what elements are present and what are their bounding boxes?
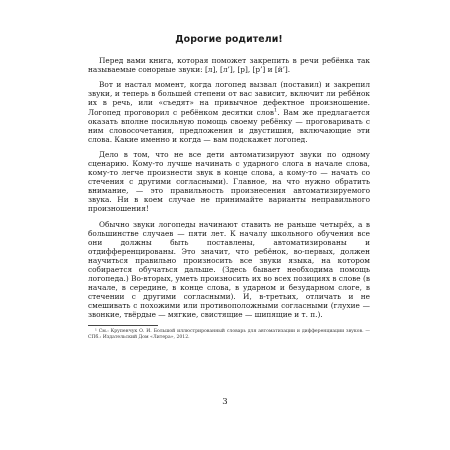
footnote: ¹ См.: Крупенчук О. И. Большой иллюстрированный словарь для автоматизации и дифференциации звуков. — СПб.: Издательский Дом «Литера», 2012. [88,329,370,341]
paragraph-2-text: Вот и настал момент, когда логопед вызвал (поставил) и закрепил звуки, и теперь в большей степени от вас зависит, включит ли ребёнок их в речь, или «съедят» на привычное дефектное произношение. Логопед проговорил с ребёнком десятки слов [88,80,370,117]
paragraph-1: Перед вами книга, которая поможет закрепить в речи ребёнка так называемые сонорные звуки: [л], [л’], [р], [р’] и [й’]. [88,56,370,75]
footnote-divider [88,325,158,326]
paragraph-3: Дело в том, что не все дети автоматизируют звуки по одному сценарию. Кому-то лучше начинать с ударного слога в начале слова, кому-то легче произнести звук в конце слова, а кому-то — начать со стечения с другими согласными). Главное, на что нужно обратить внимание, — это правильность произнесения автоматизируемого звука. Ни в коем случае не принимайте варианты неправильного произношения! [88,150,370,214]
page-title: Дорогие родители! [175,34,283,45]
page-number: 3 [222,397,228,407]
paragraph-2-continuation: . Вам же предлагается оказать вполне посильную помощь своему ребёнку — проговаривать с ним словосочетания, предложения и двустишия, включающие эти слова. Какие именно и когда — вам подскажет логопед. [88,107,370,144]
footnote-mark: 1 [274,107,278,114]
paragraph-4: Обычно звуки логопеды начинают ставить не раньше четырёх, а в большинстве случаев — пяти лет. К началу школьного обучения все они должны быть поставлены, автоматизированы и отдифференцированы. Это значит, что ребёнок, во-первых, должен научиться правильно произносить все звуки языка, на котором собирается обучаться дальше. (Здесь бывает необходима помощь логопеда.) Во-вторых, уметь произносить их во всех позициях в слове (в начале, в середине, в конце слова, в ударном и безударном слоге, в стечении с другими согласными). И, в-третьих, отличать и не смешивать с похожими или противоположными согласными (глухие — звонкие, твёрдые — мягкие, свистящие — шипящие и т. п.). [88,219,370,320]
paragraph-2 [88,80,370,143]
page-content [88,34,370,341]
